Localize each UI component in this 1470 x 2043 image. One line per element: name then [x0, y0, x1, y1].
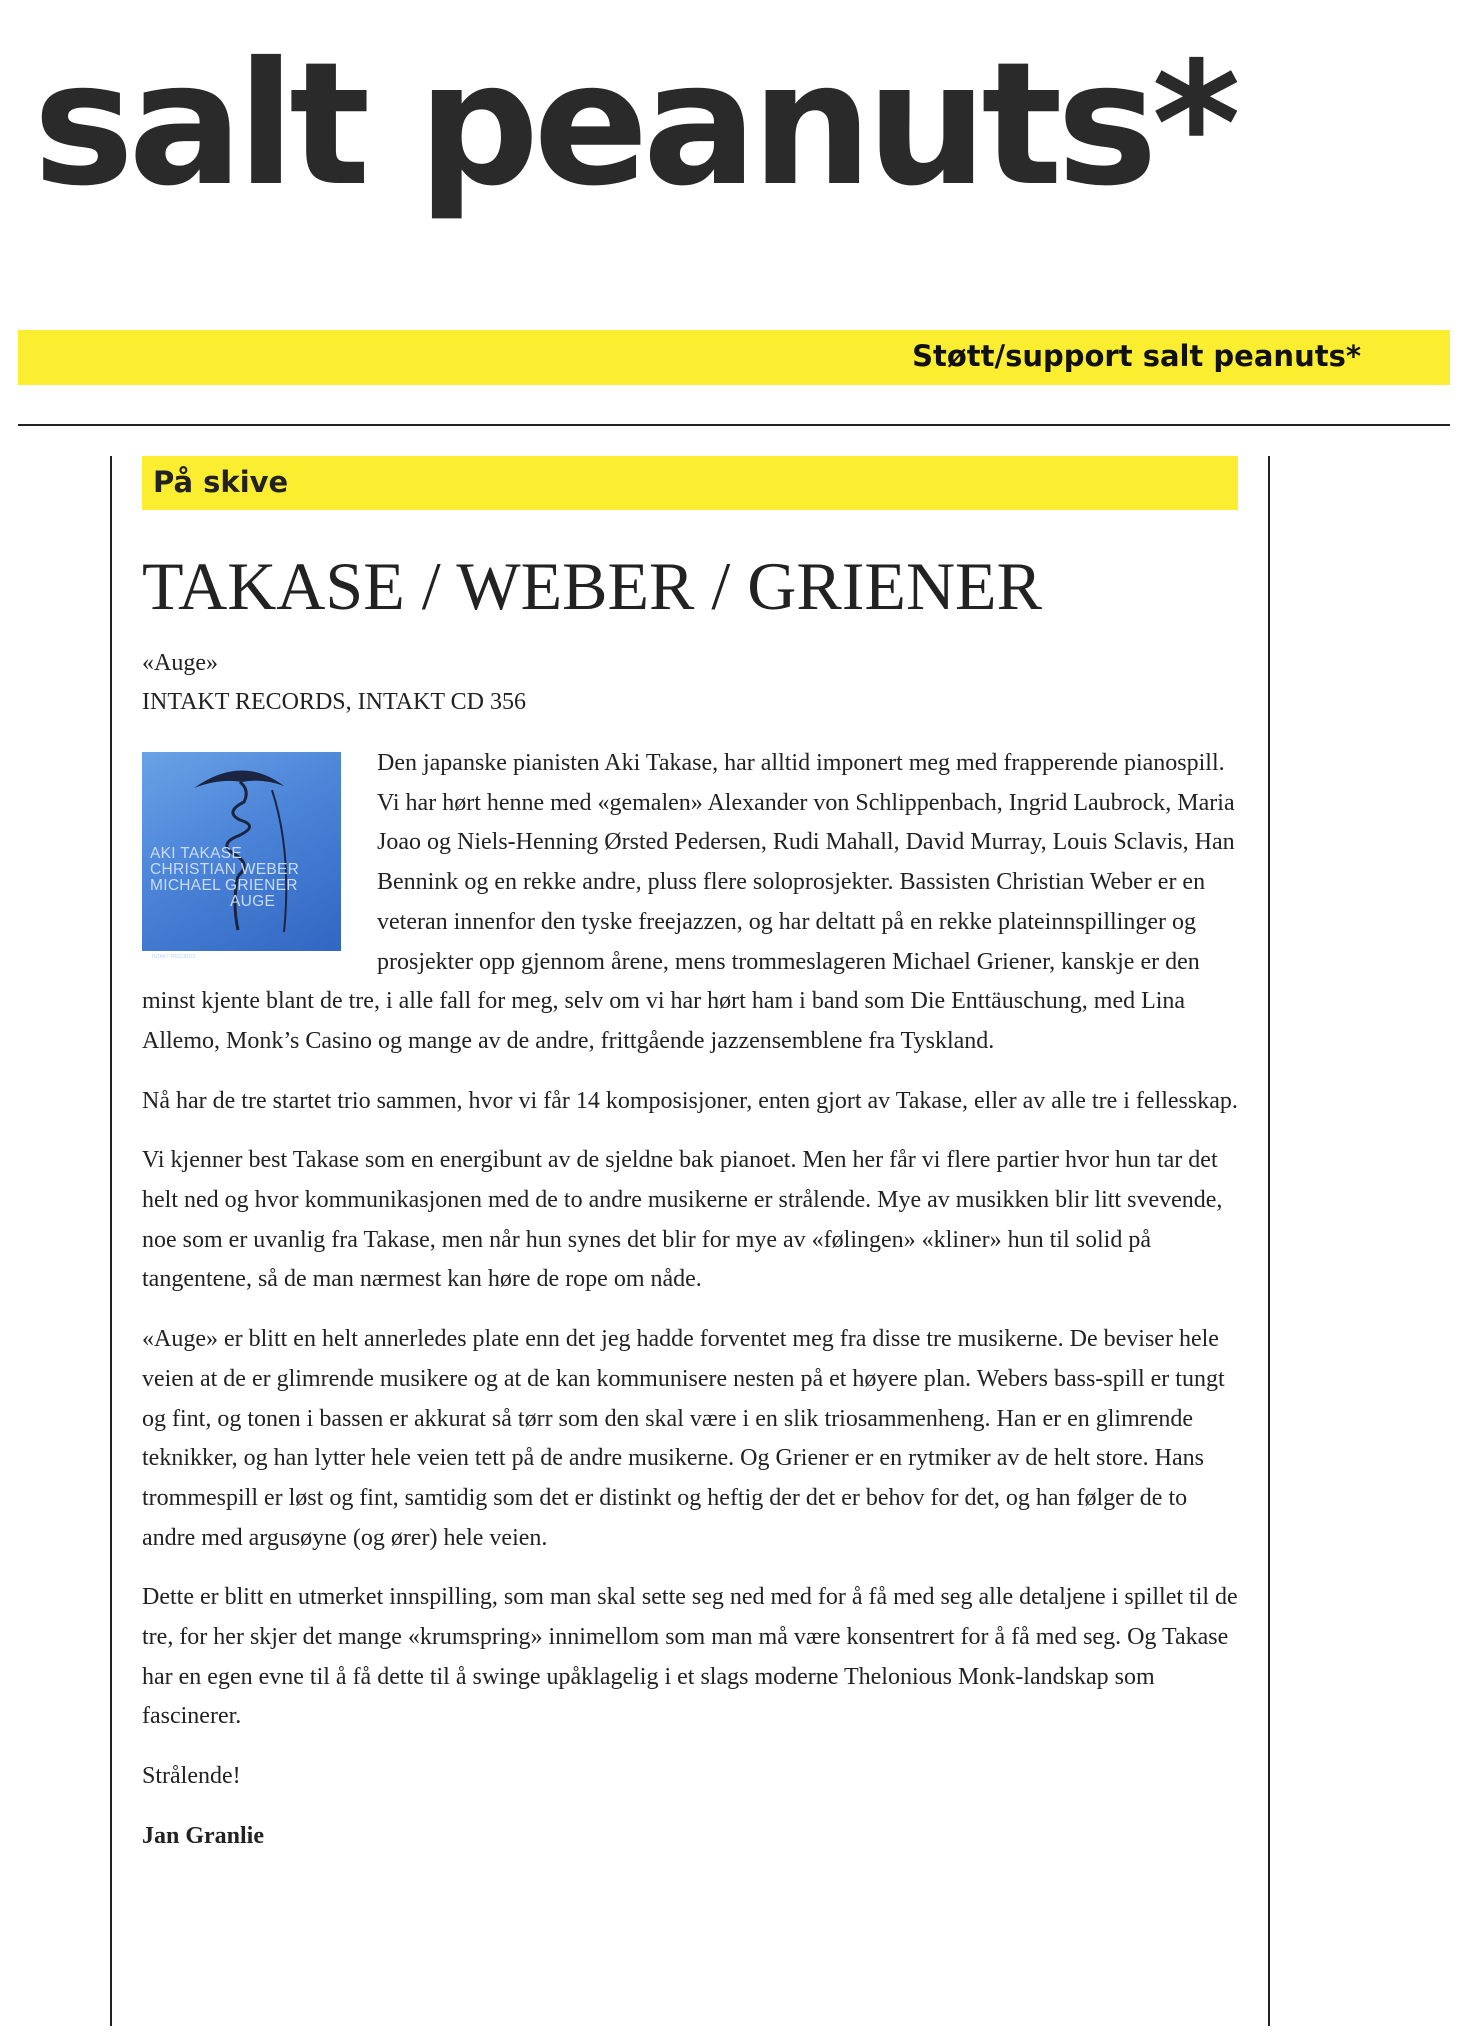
support-banner — [18, 330, 1450, 385]
cover-line: AKI TAKASE — [150, 845, 243, 862]
category-link[interactable]: På skive — [153, 465, 289, 499]
record-label: INTAKT RECORDS, INTAKT CD 356 — [142, 689, 526, 715]
cover-line: CHRISTIAN WEBER — [150, 861, 300, 878]
cover-text — [150, 846, 340, 910]
article-paragraph: «Auge» er blitt en helt annerledes plate enn det jeg hadde forventet meg fra disse tre musikerne. De beviser hele veien at de er glimrende musikere og at de kan kommunisere nesten på et høyere plan. Webers bass-spill er tungt og fint, og tonen i bassen er akkurat så tørr som den skal være i en slik triosammenheng. Han er en glimrende teknikker, og han lytter hele veien tett på de andre musikerne. Og Griener er en rytmiker av de helt store. Hans trommespill er løst og fint, samtidig som det er distinkt og heftig der det er behov for det, og han følger de to andre med argusøyne (og ører) hele veien. — [142, 1326, 1225, 1551]
article-paragraph: Nå har de tre startet trio sammen, hvor vi får 14 komposisjoner, enten gjort av Takase, eller av alle tre i fellesskap. — [142, 1087, 1238, 1114]
support-link[interactable]: Støtt/support salt peanuts* — [912, 339, 1361, 373]
album-cover-image — [142, 752, 341, 960]
logo-text: salt peanuts* — [33, 26, 1235, 224]
article-title: TAKASE / WEBER / GRIENER — [142, 548, 1042, 624]
album-meta — [142, 644, 526, 722]
author-name: Jan Granlie — [142, 1822, 265, 1849]
article-paragraph: Den japanske pianisten Aki Takase, har alltid imponert meg med frapperende pianospill. Vi har hørt henne med «gemalen» Alexander von Schlippenbach, Ingrid Laubrock, Maria Joao og Niels-Henning Ørsted Pedersen, Rudi Mahall, David Murray, Louis Sclavis, Han Bennink og en rekke andre, pluss flere soloprosjekter. Bassisten Christian Weber er en veteran innenfor den tyske freejazzen, og har deltatt på en rekke plateinnspillinger og prosjekter opp gjennom årene, mens trommeslageren Michael Griener, kanskje er den minst kjente blant de tre, i alle fall for meg, selv om vi har hørt ham i band som Die Enttäuschung, med Lina Allemo, Monk’s Casino og mange av de andre, frittgående jazzensemblene fra Tyskland. — [142, 750, 1235, 1054]
cover-line: MICHAEL GRIENER — [150, 877, 298, 894]
header-divider — [18, 424, 1450, 426]
category-banner — [142, 456, 1238, 510]
article-author — [142, 1817, 1238, 1857]
article-body — [142, 744, 1238, 1877]
cover-label: INTAKT RECORDS — [152, 954, 196, 960]
article-paragraph: Dette er blitt en utmerket innspilling, som man skal sette seg ned med for å få med seg alle detaljene i spillet til de tre, for her skjer det mange «krumspring» innimellom som man må være konsentrert for å få med seg. Og Takase har en egen evne til å få dette til å swinge upåklagelig i et slags moderne Thelonious Monk-landskap som fascinerer. — [142, 1584, 1238, 1730]
article-paragraph: Strålende! — [142, 1763, 241, 1790]
article-container — [110, 456, 1270, 2026]
album-name: «Auge» — [142, 650, 218, 676]
cover-line: AUGE — [230, 893, 276, 910]
article-paragraph: Vi kjenner best Takase som en energibunt av de sjeldne bak pianoet. Men her får vi flere partier hvor hun tar det helt ned og hvor kommunikasjonen med de to andre musikerne er strålende. Mye av musikken blir litt svevende, noe som er uvanlig fra Takase, men når hun synes det blir for mye av «følingen» «kliner» hun til solid på tangentene, så de man nærmest kan høre de rope om nåde. — [142, 1147, 1223, 1293]
site-logo[interactable] — [33, 26, 1235, 224]
